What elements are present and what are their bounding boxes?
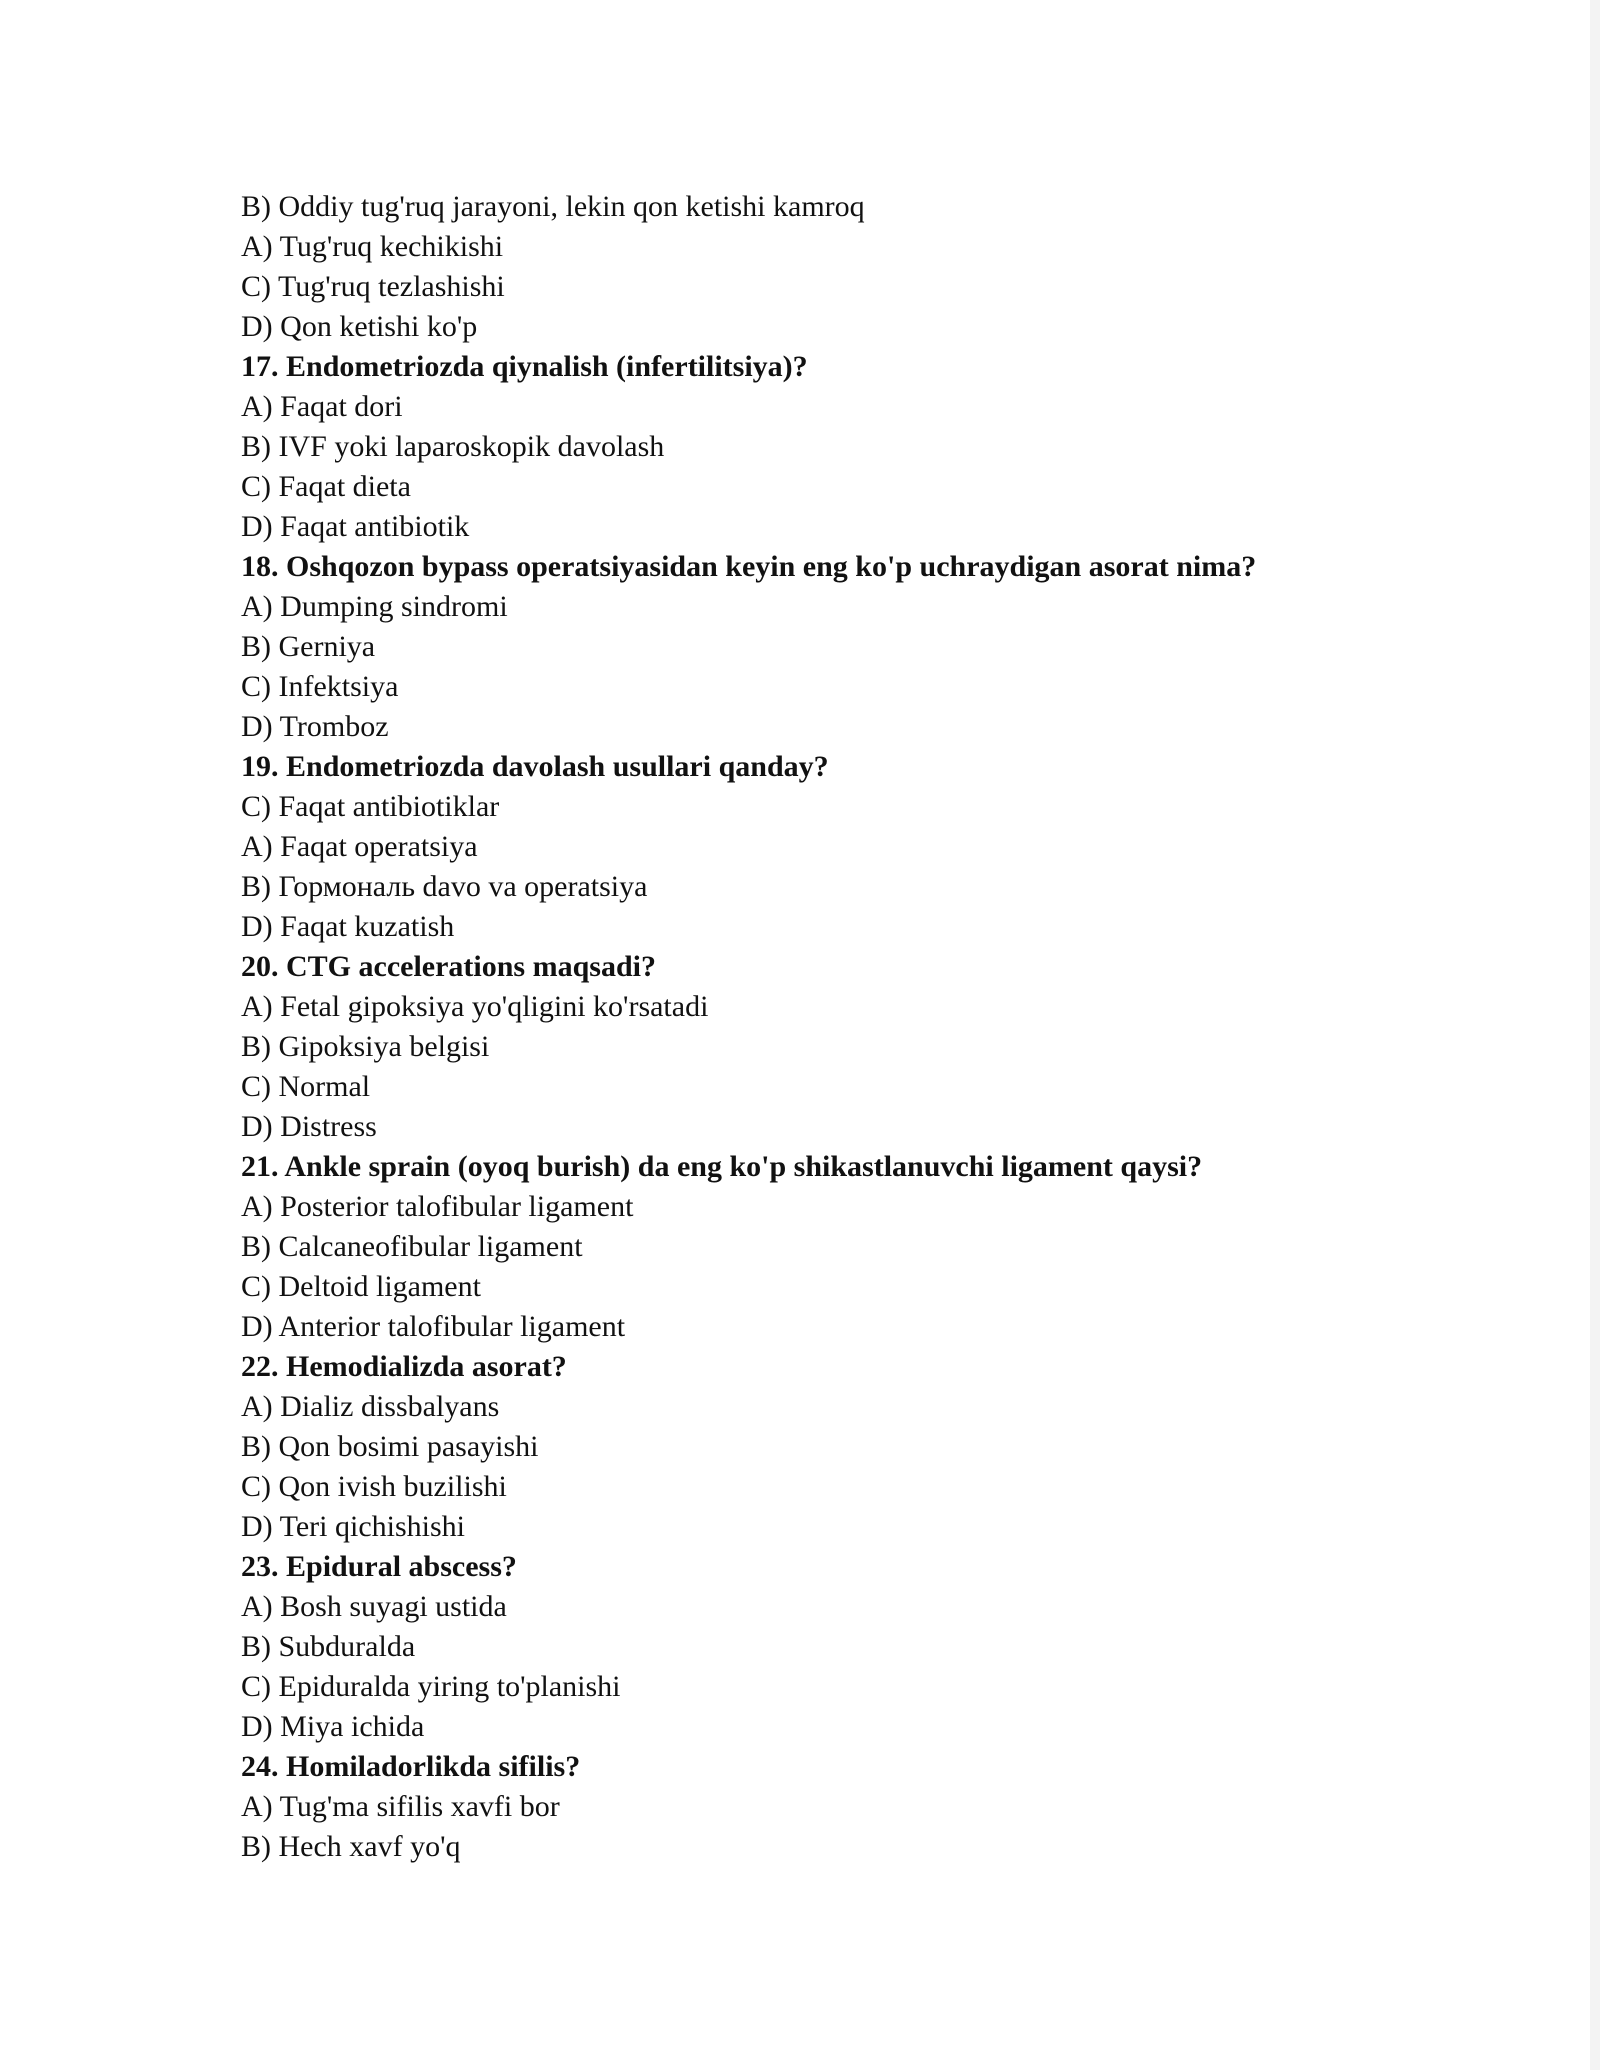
answer-option: A) Dumping sindromi <box>241 590 508 623</box>
answer-option: A) Bosh suyagi ustida <box>241 1590 507 1623</box>
answer-option: B) Gipoksiya belgisi <box>241 1030 490 1063</box>
answer-option: C) Qon ivish buzilishi <box>241 1470 507 1503</box>
answer-option: D) Tromboz <box>241 710 389 743</box>
answer-option: A) Posterior talofibular ligament <box>241 1190 634 1223</box>
answer-option: D) Faqat antibiotik <box>241 510 470 543</box>
answer-option: A) Faqat dori <box>241 390 403 423</box>
page-edge <box>1590 0 1600 2070</box>
question-heading: 24. Homiladorlikda sifilis? <box>241 1750 581 1783</box>
document-body <box>241 187 1441 1867</box>
answer-option: C) Faqat dieta <box>241 470 411 503</box>
answer-option: D) Miya ichida <box>241 1710 425 1743</box>
answer-option: A) Tug'ma sifilis xavfi bor <box>241 1790 560 1823</box>
answer-option: D) Anterior talofibular ligament <box>241 1310 626 1343</box>
answer-option: D) Distress <box>241 1110 377 1143</box>
answer-option: B) Hech xavf yo'q <box>241 1830 461 1863</box>
answer-option: C) Infektsiya <box>241 670 399 703</box>
answer-option: B) Oddiy tug'ruq jarayoni, lekin qon ketishi kamroq <box>241 190 865 223</box>
answer-option: D) Qon ketishi ko'p <box>241 310 478 343</box>
answer-option: D) Teri qichishishi <box>241 1510 465 1543</box>
question-heading: 22. Hemodializda asorat? <box>241 1350 567 1383</box>
answer-option: B) Subduralda <box>241 1630 416 1663</box>
answer-option: A) Dializ dissbalyans <box>241 1390 500 1423</box>
answer-option: B) Гормональ davo va operatsiya <box>241 870 648 903</box>
answer-option: C) Deltoid ligament <box>241 1270 481 1303</box>
answer-option: A) Fetal gipoksiya yo'qligini ko'rsatadi <box>241 990 709 1023</box>
answer-option: A) Faqat operatsiya <box>241 830 478 863</box>
answer-option: B) Qon bosimi pasayishi <box>241 1430 539 1463</box>
answer-option: B) Gerniya <box>241 630 376 663</box>
question-heading: 20. CTG accelerations maqsadi? <box>241 950 656 983</box>
question-heading: 23. Epidural abscess? <box>241 1550 517 1583</box>
question-heading: 19. Endometriozda davolash usullari qanday? <box>241 750 829 783</box>
answer-option: A) Tug'ruq kechikishi <box>241 230 504 263</box>
answer-option: C) Tug'ruq tezlashishi <box>241 270 505 303</box>
answer-option: D) Faqat kuzatish <box>241 910 455 943</box>
answer-option: C) Normal <box>241 1070 371 1103</box>
answer-option: C) Faqat antibiotiklar <box>241 790 500 823</box>
question-heading: 17. Endometriozda qiynalish (infertilitsiya)? <box>241 350 808 383</box>
question-heading: 18. Oshqozon bypass operatsiyasidan keyin eng ko'p uchraydigan asorat nima? <box>241 550 1257 583</box>
answer-option: B) Calcaneofibular ligament <box>241 1230 583 1263</box>
answer-option: B) IVF yoki laparoskopik davolash <box>241 430 665 463</box>
answer-option: C) Epiduralda yiring to'planishi <box>241 1670 621 1703</box>
question-heading: 21. Ankle sprain (oyoq burish) da eng ko'p shikastlanuvchi ligament qaysi? <box>241 1150 1203 1183</box>
